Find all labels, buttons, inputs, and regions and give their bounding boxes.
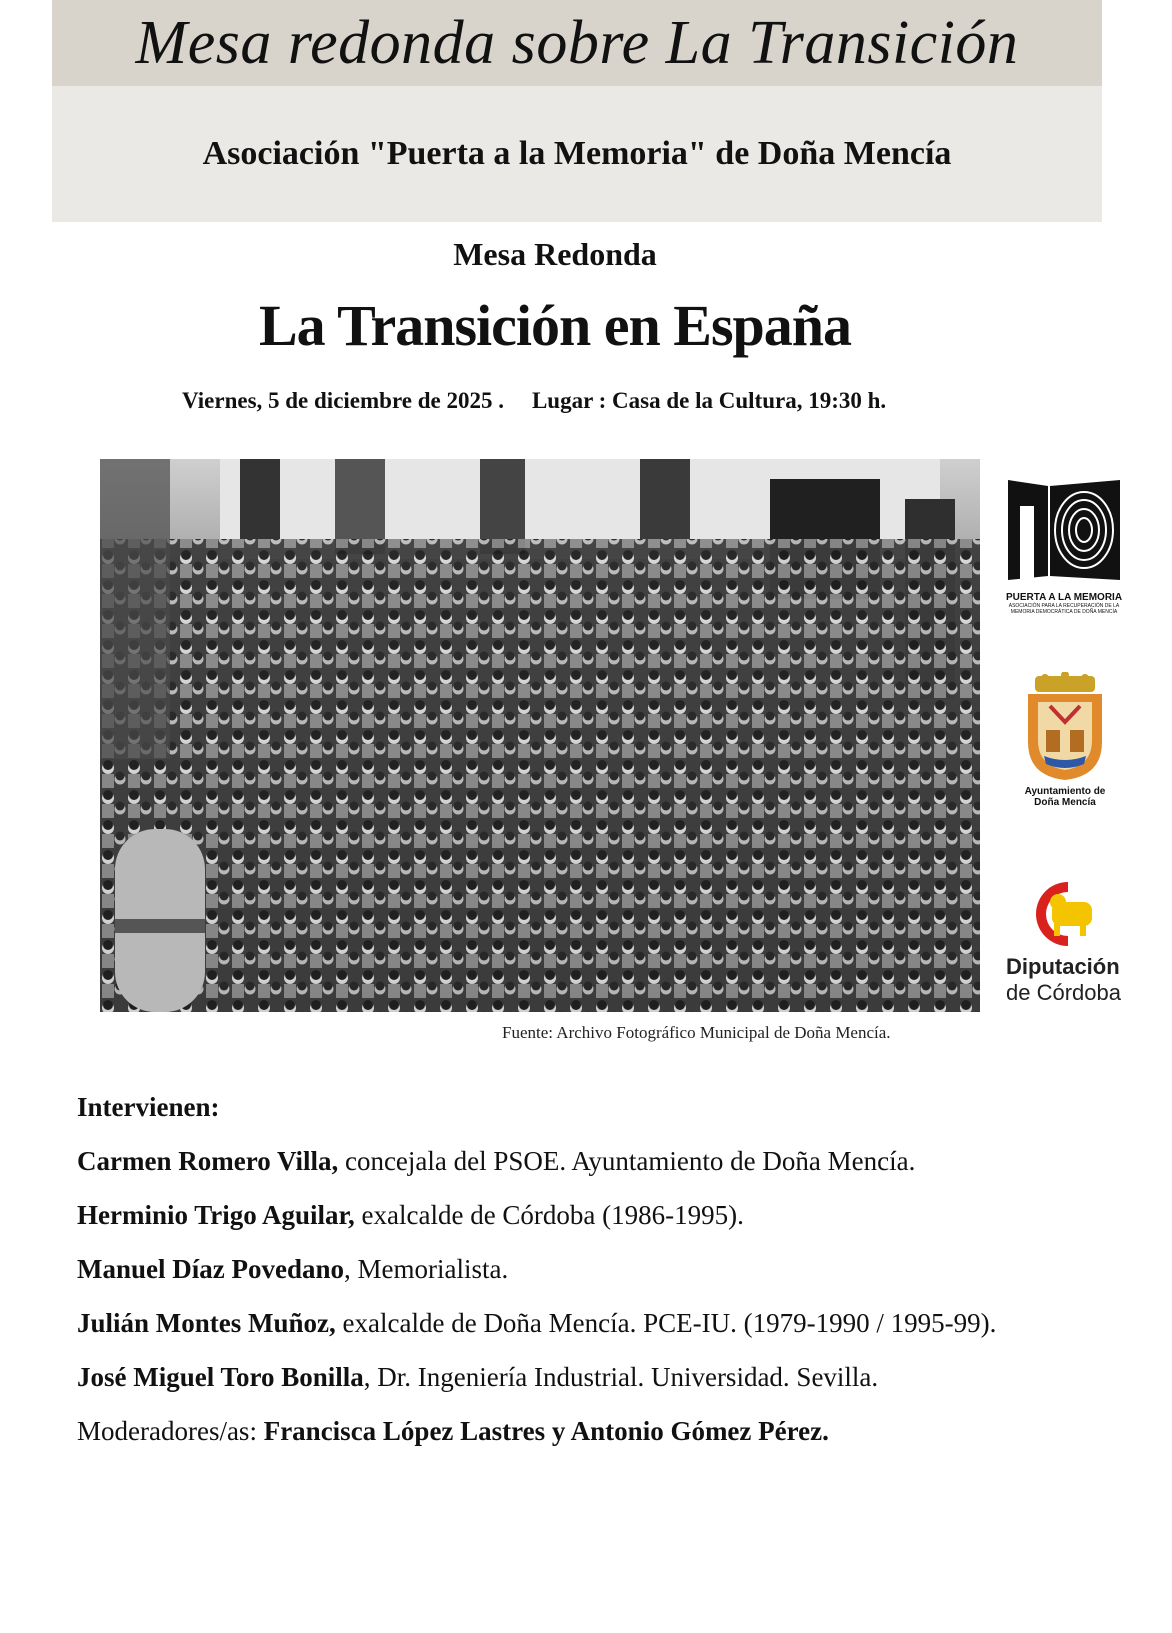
ayuntamiento-line2: Doña Mencía xyxy=(1034,797,1096,808)
event-place: Lugar : Casa de la Cultura, 19:30 h. xyxy=(531,388,887,413)
speakers-section xyxy=(77,1080,996,1458)
diputacion-line2: de Córdoba xyxy=(1006,980,1121,1005)
speakers-heading: Intervienen: xyxy=(77,1092,220,1122)
memoria-name: PUERTA A LA MEMORIA xyxy=(1005,592,1123,603)
moderators-line xyxy=(77,1404,996,1458)
crowd-photo-image xyxy=(100,459,980,1012)
speaker-item xyxy=(77,1350,996,1404)
diputacion-line1: Diputación xyxy=(1006,954,1120,979)
speaker-item xyxy=(77,1134,996,1188)
speaker-item xyxy=(77,1188,996,1242)
crowd-photo xyxy=(100,459,980,1012)
speaker-name: José Miguel Toro Bonilla xyxy=(77,1362,364,1392)
page-title: Mesa redonda sobre La Transición xyxy=(135,8,1019,77)
moderators-names: Francisca López Lastres y Antonio Gómez Pérez. xyxy=(263,1416,829,1446)
association-band xyxy=(52,86,1102,222)
title-band xyxy=(52,0,1102,86)
diputacion-logo xyxy=(1006,880,1136,1010)
memoria-tagline: ASOCIACIÓN PARA LA RECUPERACIÓN DE LA MEMORIA DEMOCRÁTICA DE DOÑA MENCÍA xyxy=(1008,603,1120,615)
ayuntamiento-line1: Ayuntamiento de xyxy=(1024,786,1106,797)
speaker-role: concejala del PSOE. Ayuntamiento de Doña Mencía. xyxy=(338,1146,916,1176)
ayuntamiento-logo xyxy=(1000,672,1130,822)
coat-of-arms-icon xyxy=(1000,672,1130,782)
speaker-item xyxy=(77,1242,996,1296)
speaker-name: Julián Montes Muñoz, xyxy=(77,1308,336,1338)
speaker-item xyxy=(77,1296,996,1350)
fingerprint-door-icon xyxy=(1004,476,1124,584)
speaker-role: exalcalde de Doña Mencía. PCE-IU. (1979-1990 / 1995-99). xyxy=(335,1308,997,1338)
event-date: Viernes, 5 de diciembre de 2025 . xyxy=(182,388,504,413)
association-name: Asociación "Puerta a la Memoria" de Doña Mencía xyxy=(202,135,952,172)
photo-caption: Fuente: Archivo Fotográfico Municipal de Doña Mencía. xyxy=(502,1023,891,1042)
event-title: La Transición en España xyxy=(258,293,852,358)
moderators-label: Moderadores/as: xyxy=(77,1416,264,1446)
event-date-line xyxy=(182,388,886,414)
speaker-name: Manuel Díaz Povedano xyxy=(77,1254,344,1284)
speaker-name: Herminio Trigo Aguilar, xyxy=(77,1200,355,1230)
diputacion-lion-icon xyxy=(1028,880,1108,950)
speaker-role: exalcalde de Córdoba (1986-1995). xyxy=(354,1200,744,1230)
speaker-role: , Memorialista. xyxy=(344,1254,509,1284)
speaker-name: Carmen Romero Villa, xyxy=(77,1146,339,1176)
speaker-role: , Dr. Ingeniería Industrial. Universidad. Sevilla. xyxy=(363,1362,879,1392)
puerta-memoria-logo xyxy=(1004,476,1124,626)
event-subtitle: Mesa Redonda xyxy=(453,236,657,272)
